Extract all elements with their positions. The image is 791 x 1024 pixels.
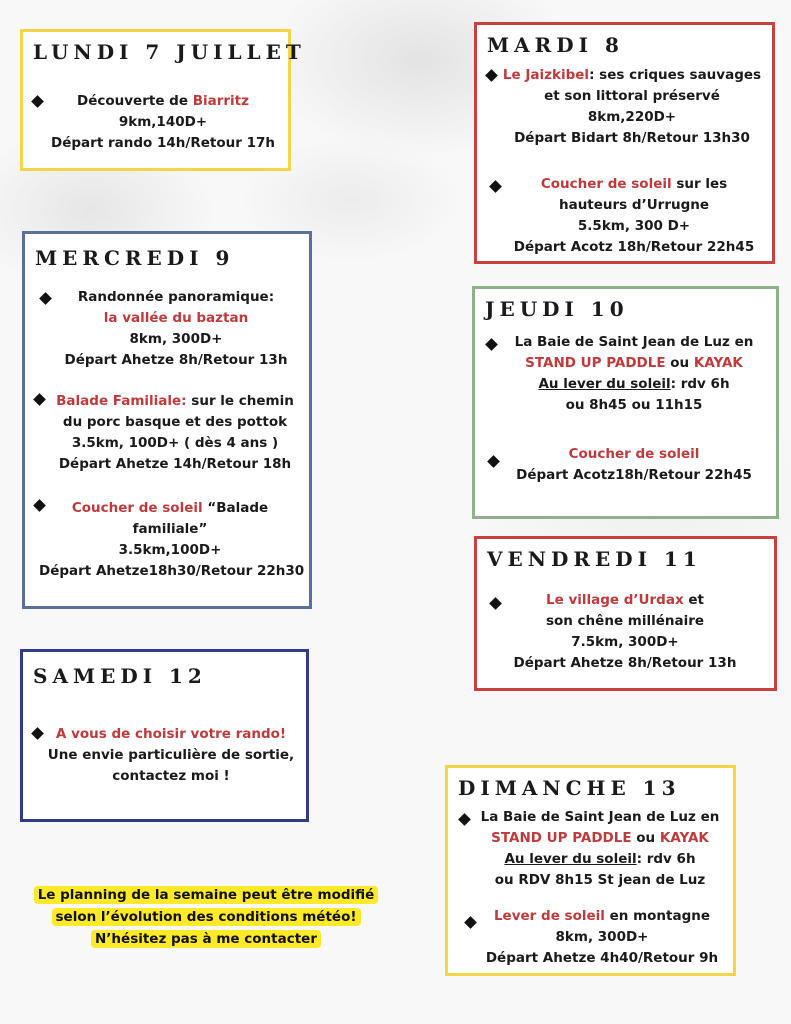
activity: La Baie de Saint Jean de Luz en STAND UP PADDLE ou KAYAK Au lever du soleil: rdv 6h ou RDV 8h15 St jean de Luz [480, 809, 720, 888]
card-lundi [20, 29, 306, 171]
bullet-icon [487, 455, 500, 468]
bullet-icon [31, 95, 44, 108]
activity: La Baie de Saint Jean de Luz en STAND UP PADDLE ou KAYAK Au lever du soleil: rdv 6h ou 8h45 ou 11h15 [514, 334, 754, 413]
day-title: DIMANCHE 13 [458, 776, 681, 800]
day-title: MARDI 8 [487, 33, 624, 57]
activity: Coucher de soleil sur les hauteurs d’Urrugne 5.5km, 300 D+ Départ Acotz 18h/Retour 22h45 [513, 176, 755, 255]
weather-notice: Le planning de la semaine peut être modifié selon l’évolution des conditions météo! N’hésitez pas à me contacter [31, 884, 381, 950]
bullet-icon [33, 393, 46, 406]
bullet-icon [39, 292, 52, 305]
card-mercredi [22, 231, 312, 609]
bullet-icon [458, 813, 471, 826]
card-samedi [20, 649, 309, 822]
day-title: MERCREDI 9 [35, 246, 235, 270]
day-title: LUNDI 7 JUILLET [33, 40, 306, 64]
day-title: JEUDI 10 [485, 297, 629, 321]
bullet-icon [489, 180, 502, 193]
card-dimanche [445, 765, 736, 976]
activity: Le village d’Urdax et son chêne millénaire 7.5km, 300D+ Départ Ahetze 8h/Retour 13h [513, 592, 737, 671]
bullet-icon [464, 916, 477, 929]
day-title: VENDREDI 11 [487, 547, 702, 571]
activity: Randonnée panoramique: la vallée du baztan 8km, 300D+ Départ Ahetze 8h/Retour 13h [64, 289, 288, 368]
activity: Le Jaizkibel: ses criques sauvages et son littoral préservé 8km,220D+ Départ Bidart 8h/Retour 13h30 [502, 67, 762, 146]
activity: Coucher de soleil Départ Acotz18h/Retour 22h45 [516, 446, 752, 483]
bullet-icon [485, 69, 498, 82]
activity: A vous de choisir votre rando! Une envie particulière de sortie, contactez moi ! [47, 726, 295, 784]
day-title: SAMEDI 12 [33, 664, 207, 688]
activity: Lever de soleil en montagne 8km, 300D+ Départ Ahetze 4h40/Retour 9h [485, 908, 719, 966]
bullet-icon [485, 338, 498, 351]
bullet-icon [489, 597, 502, 610]
card-mardi [474, 22, 775, 264]
bullet-icon [31, 727, 44, 740]
activity: Balade Familiale: sur le chemin du porc basque et des pottok 3.5km, 100D+ ( dès 4 ans ) Départ Ahetze 14h/Retour 18h [56, 393, 294, 472]
card-jeudi [472, 286, 779, 519]
card-vendredi [474, 536, 777, 691]
activity: Coucher de soleil “Balade familiale” 3.5km,100D+ Départ Ahetze18h30/Retour 22h30 [39, 500, 305, 579]
activity: Découverte de Biarritz 9km,140D+ Départ rando 14h/Retour 17h [51, 93, 275, 151]
